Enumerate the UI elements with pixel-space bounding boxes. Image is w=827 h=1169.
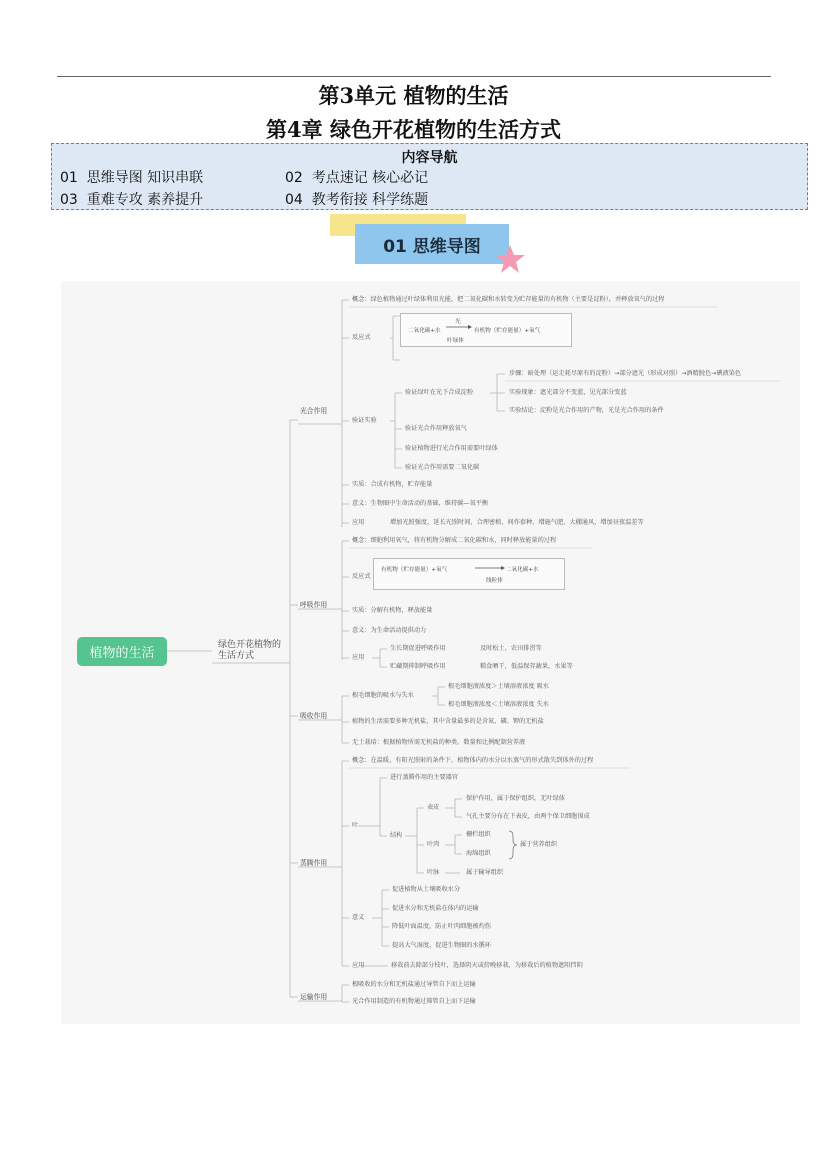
node-ps-essence: 实质：合成有机物，贮存能量 bbox=[352, 481, 433, 488]
rs-eq-left: 有机物（贮存能量）+氧气 bbox=[381, 567, 448, 573]
node-tr-mean-2: 促进水分和无机盐在体内的运输 bbox=[392, 905, 479, 912]
node-tr-mean-4: 提高大气湿度，促进生物圈的水循环 bbox=[392, 942, 491, 949]
node-rs-app-key: 应用 bbox=[352, 654, 365, 661]
node-tr-leaf: 叶 bbox=[352, 822, 359, 829]
node-tp-2: 光合作用制造的有机物通过筛管自上而下运输 bbox=[352, 998, 476, 1005]
node-transpiration: 蒸腾作用 bbox=[300, 859, 328, 867]
node-rs-essence: 实质：分解有机物，释放能量 bbox=[352, 607, 433, 614]
node-tr-meso-2: 海绵组织 bbox=[466, 850, 491, 857]
node-ps-meaning: 意义：生物圈中生命活动的基础，维持碳—氧平衡 bbox=[352, 500, 489, 507]
node-ps-verify-4: 验证光合作用需要二氧化碳 bbox=[405, 464, 480, 471]
node-absorption: 吸收作用 bbox=[300, 712, 328, 720]
node-tr-meso-1: 栅栏组织 bbox=[466, 831, 491, 838]
node-ab-2: 植物的生活需要多种无机盐，其中含量最多的是含氮、磷、钾的无机盐 bbox=[352, 718, 544, 725]
node-ab-1b: 根毛细胞液浓度＜土壤溶液浓度 失水 bbox=[448, 701, 549, 708]
mindmap-root: 植物的生活 bbox=[77, 637, 167, 666]
node-ps-verify-2: 验证光合作用释放氧气 bbox=[405, 425, 467, 432]
node-rs-meaning: 意义：为生命活动提供动力 bbox=[352, 627, 427, 634]
unit-title: 第3单元 植物的生活 bbox=[318, 83, 509, 108]
node-rs-app-2-key: 贮藏期抑制呼吸作用 bbox=[390, 663, 446, 670]
node-tr-mean-3: 降低叶面温度，防止叶肉细胞被灼伤 bbox=[392, 923, 491, 930]
nav-item-number: 03 bbox=[60, 192, 78, 208]
node-photosynthesis: 光合作用 bbox=[300, 407, 328, 415]
branch-node: 绿色开花植物的生活方式 bbox=[218, 640, 282, 661]
nav-item-number: 04 bbox=[285, 192, 303, 208]
node-ps-conclusion: 实验结论：淀粉是光合作用的产物，光是光合作用的条件 bbox=[509, 407, 664, 414]
node-rs-concept: 概念：细胞利用氧气，将有机物分解成二氧化碳和水，同时释放能量的过程 bbox=[352, 537, 557, 544]
nav-item-label: 教考衔接 科学练题 bbox=[311, 192, 429, 208]
node-tr-epi-1: 保护作用，属于保护组织，无叶绿体 bbox=[466, 795, 565, 802]
rs-eq-right: 二氧化碳+水 bbox=[506, 567, 539, 573]
ps-equation bbox=[400, 313, 572, 347]
ps-eq-left: 二氧化碳+水 bbox=[408, 328, 441, 334]
arrow-icon bbox=[475, 565, 505, 571]
node-tr-concept: 概念：在温暖、有阳光照射的条件下，植物体内的水分以水蒸气的形式散失到体外的过程 bbox=[352, 757, 594, 764]
nav-item-number: 02 bbox=[285, 170, 303, 186]
arrow-icon bbox=[446, 324, 472, 330]
brace-icon bbox=[509, 831, 517, 859]
node-tr-meaning: 意义 bbox=[352, 914, 365, 921]
node-respiration: 呼吸作用 bbox=[300, 601, 328, 609]
node-ps-verify-3: 验证植物进行光合作用需要叶绿体 bbox=[405, 445, 498, 452]
node-tr-mean-1: 促进植物从土壤吸收水分 bbox=[392, 886, 461, 893]
nav-item-label: 重难专攻 素养提升 bbox=[86, 192, 204, 208]
node-rs-app-1-key: 生长期促进呼吸作用 bbox=[390, 645, 446, 652]
nav-item-number: 01 bbox=[60, 170, 78, 186]
ps-eq-light: 光 bbox=[455, 319, 461, 325]
node-ps-formula-key: 反应式 bbox=[352, 334, 371, 341]
node-rs-app-2: 粮食晒干，低温保存蔬果，水果等 bbox=[480, 663, 573, 670]
node-ab-3: 无土栽培：根据植物所需无机盐的种类、数量和比例配制营养液 bbox=[352, 739, 526, 746]
node-rs-app-1: 及时松土，农田排涝等 bbox=[480, 645, 542, 652]
node-ps-app: 增加光照强度，延长光照时间，合理密植，间作套种，增施气肥，大棚通风，增加昼夜温差等 bbox=[390, 519, 644, 526]
node-tp-1: 根吸收的水分和无机盐通过导管自下而上运输 bbox=[352, 981, 476, 988]
ps-eq-right: 有机物（贮存能量）+氧气 bbox=[474, 328, 541, 334]
node-tr-mesophyll: 叶肉 bbox=[427, 841, 440, 848]
chapter-title: 第4章 绿色开花植物的生活方式 bbox=[266, 117, 561, 142]
section-banner: 01 思维导图 bbox=[355, 224, 509, 264]
node-tr-structure: 结构 bbox=[390, 832, 403, 839]
nav-item-label: 考点速记 核心必记 bbox=[311, 170, 429, 186]
node-ps-verify-1: 验证绿叶在光下合成淀粉 bbox=[405, 389, 474, 396]
node-tr-vein-1: 属于输导组织 bbox=[466, 869, 504, 876]
ps-eq-chloroplast: 叶绿体 bbox=[447, 338, 464, 344]
node-tr-vein: 叶脉 bbox=[427, 869, 440, 876]
node-tr-meso-3: 属于营养组织 bbox=[520, 841, 558, 848]
node-ps-step: 步骤：暗处理（运走耗尽原有的淀粉）→部分遮光（形成对照）→酒精脱色→碘液染色 bbox=[509, 370, 742, 377]
node-tr-app: 移栽前去除部分枝叶，选择阴天或傍晚移栽，为移栽后的植物遮阳挡阴 bbox=[391, 962, 583, 969]
node-tr-app-key: 应用 bbox=[352, 962, 365, 969]
node-ab-1: 根毛细胞的吸水与失水 bbox=[352, 692, 414, 699]
node-tr-epi-2: 气孔主要分布在下表皮，由两个保卫细胞围成 bbox=[466, 813, 590, 820]
node-rs-formula-key: 反应式 bbox=[352, 573, 371, 580]
node-tr-leaf-1: 进行蒸腾作用的主要器官 bbox=[390, 774, 459, 781]
node-ps-concept: 概念：绿色植物通过叶绿体利用光能，把二氧化碳和水转变为贮存能量的有机物（主要是淀粉），并释放氧气的过程 bbox=[352, 296, 665, 303]
nav-item-label: 思维导图 知识串联 bbox=[86, 170, 204, 186]
node-ps-verify: 验证实验 bbox=[352, 417, 377, 424]
nav-title: 内容导航 bbox=[401, 150, 458, 166]
node-ps-app-key: 应用 bbox=[352, 519, 365, 526]
rs-equation bbox=[373, 558, 565, 590]
node-tr-epidermis: 表皮 bbox=[427, 804, 440, 811]
node-transport: 运输作用 bbox=[300, 993, 328, 1001]
node-ab-1a: 根毛细胞液浓度＞土壤溶液浓度 吸水 bbox=[448, 683, 549, 690]
rs-eq-mitochondria: 线粒体 bbox=[486, 578, 503, 584]
node-ps-phenomenon: 实验现象：遮光部分不变蓝，见光部分变蓝 bbox=[509, 389, 627, 396]
